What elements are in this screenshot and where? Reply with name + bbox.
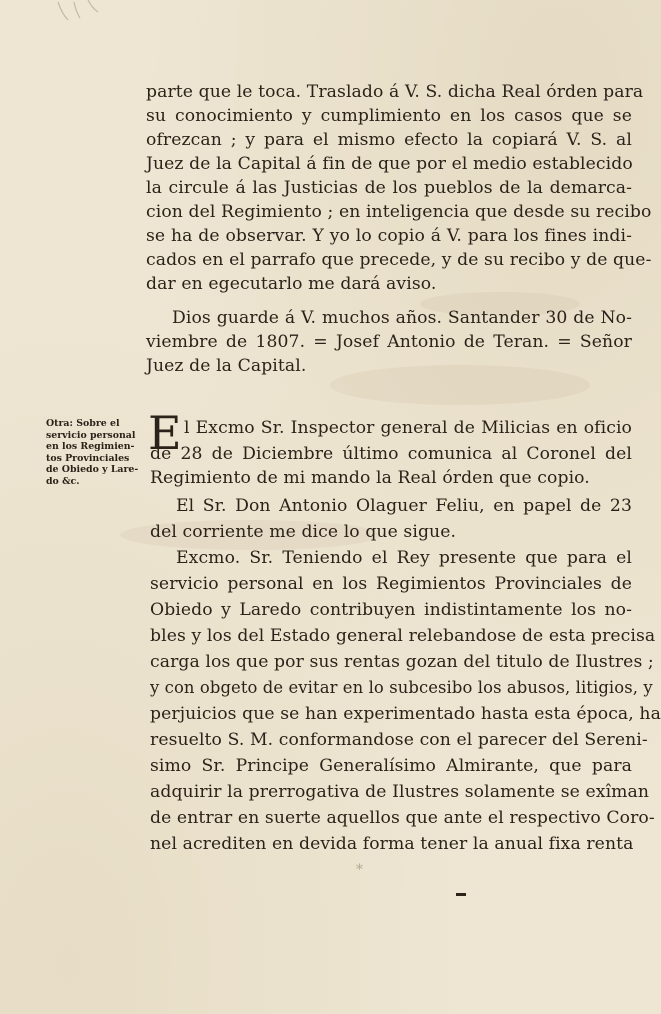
catchword-dash	[456, 893, 466, 896]
text-line: de entrar en suerte aquellos que ante el respectivo Coro-	[150, 808, 655, 828]
margin-note	[46, 418, 146, 487]
text-line: perjuicios que se han experimentado hasta esta época, ha	[150, 704, 661, 724]
text-line: dar en egecutarlo me dará aviso.	[146, 274, 437, 294]
margin-note-line: tos Provinciales	[46, 452, 130, 464]
margin-note-line: de Obiedo y Lare-	[46, 464, 139, 475]
text-line: Juez de la Capital.	[146, 356, 307, 376]
text-line: se ha de observar. Y yo lo copio á V. para los fines indi-	[146, 226, 632, 246]
text-line: parte que le toca. Traslado á V. S. dicha Real órden para	[146, 82, 644, 102]
text-line: Dios guarde á V. muchos años. Santander 30 de No-	[172, 308, 632, 328]
text-line: la circule á las Justicias de los pueblos de la demarca-	[146, 178, 632, 198]
margin-note-line: do &c.	[46, 475, 80, 487]
margin-note-line: en los Regimien-	[46, 441, 135, 452]
text-line: del corriente me dice lo que sigue.	[150, 522, 457, 542]
corner-ink-mark	[54, 0, 104, 26]
margin-note-line: servicio personal	[46, 429, 136, 441]
text-line: servicio personal en los Regimientos Provinciales de	[150, 574, 632, 594]
text-line: Excmo. Sr. Teniendo el Rey presente que para el	[176, 548, 632, 568]
text-line: Obiedo y Laredo contribuyen indistintamente los no-	[150, 600, 632, 620]
margin-note-line: Otra: Sobre el	[46, 418, 120, 429]
text-line: nel acrediten en devida forma tener la anual fixa renta	[150, 834, 634, 854]
text-line: viembre de 1807. = Josef Antonio de Teran. = Señor	[146, 332, 632, 352]
text-line: l Excmo Sr. Inspector general de Milicias en oficio	[184, 418, 632, 438]
text-line: adquirir la prerrogativa de Ilustres solamente se exîman	[150, 782, 650, 802]
text-line: de 28 de Diciembre último comunica al Coronel del	[150, 444, 632, 464]
text-line: simo Sr. Principe Generalísimo Almirante, que para	[150, 756, 632, 776]
text-line: ofrezcan ; y para el mismo efecto la copiará V. S. al	[146, 130, 632, 150]
text-line: carga los que por sus rentas gozan del titulo de Ilustres ;	[150, 652, 654, 672]
text-line: El Sr. Don Antonio Olaguer Feliu, en papel de 23	[176, 496, 632, 516]
ornament-mark: *	[356, 862, 363, 878]
text-line: cados en el parrafo que precede, y de su recibo y de que-	[146, 250, 652, 270]
text-line: bles y los del Estado general relebandose de esta precisa	[150, 626, 656, 646]
text-line: Juez de la Capital á fin de que por el medio establecido	[146, 154, 633, 174]
text-line: su conocimiento y cumplimiento en los casos que se	[146, 106, 632, 126]
text-line: resuelto S. M. conformandose con el parecer del Sereni-	[150, 730, 648, 750]
text-line: Regimiento de mi mando la Real órden que copio.	[150, 468, 590, 488]
drop-cap: E	[148, 406, 182, 460]
text-line: cion del Regimiento ; en inteligencia que desde su recibo	[146, 202, 652, 222]
text-line: y con obgeto de evitar en lo subcesibo los abusos, litigios, y	[150, 678, 653, 697]
